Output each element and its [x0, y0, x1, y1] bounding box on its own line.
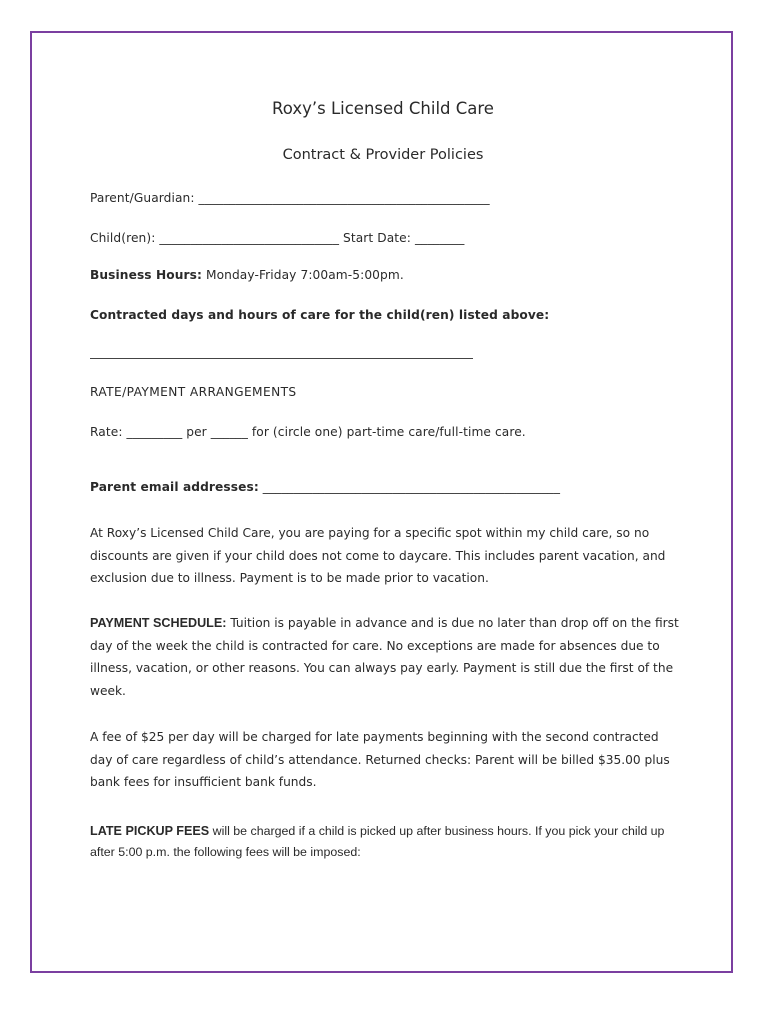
document-subtitle: Contract & Provider Policies: [282, 147, 484, 163]
late-pickup-text: will be charged if a child is picked up after business hours. If you pick your child up after 5:00 p.m. the following fees will be imposed:: [90, 824, 665, 859]
paragraph-late-pickup: [90, 821, 680, 862]
parent-guardian-field: Parent/Guardian: _______________________________________________: [90, 191, 490, 205]
email-blank: ________________________________________________: [258, 480, 561, 494]
document-title: Roxy’s Licensed Child Care: [272, 99, 494, 118]
paragraph-payment-schedule: [90, 612, 680, 703]
business-hours-value: Monday-Friday 7:00am-5:00pm.: [201, 268, 404, 282]
parent-email-field: [90, 480, 560, 494]
children-start-date-field: Child(ren): _____________________________ Start Date: ________: [90, 231, 465, 245]
contracted-days-label: Contracted days and hours of care for the child(ren) listed above:: [90, 308, 550, 322]
business-hours-label: Business Hours:: [90, 268, 202, 282]
rate-line: Rate: _________ per ______ for (circle one) part-time care/full-time care.: [90, 425, 526, 439]
paragraph-specific-spot: At Roxy’s Licensed Child Care, you are paying for a specific spot within my child care, so no discounts are given if your child does not come to daycare. This includes parent vacation, and exclusion due to illness. Payment is to be made prior to vacation.: [90, 526, 666, 586]
late-pickup-label: LATE PICKUP FEES: [90, 824, 210, 838]
email-label: Parent email addresses:: [90, 480, 259, 494]
payment-schedule-text: Tuition is payable in advance and is due no later than drop off on the first day of the week the child is contracted for care. No exceptions are made for absences due to illness, vacation, or other reasons. You can always pay early. Payment is still due the first of the week.: [90, 616, 679, 699]
rate-heading: RATE/PAYMENT ARRANGEMENTS: [90, 385, 297, 399]
business-hours: [90, 268, 404, 282]
payment-schedule-label: PAYMENT SCHEDULE:: [90, 616, 227, 630]
contracted-days-blank-line: [90, 358, 473, 359]
paragraph-late-fee: A fee of $25 per day will be charged for late payments beginning with the second contracted day of care regardless of child’s attendance. Returned checks: Parent will be billed $35.00 plus bank fees for insufficient bank funds.: [90, 730, 670, 790]
